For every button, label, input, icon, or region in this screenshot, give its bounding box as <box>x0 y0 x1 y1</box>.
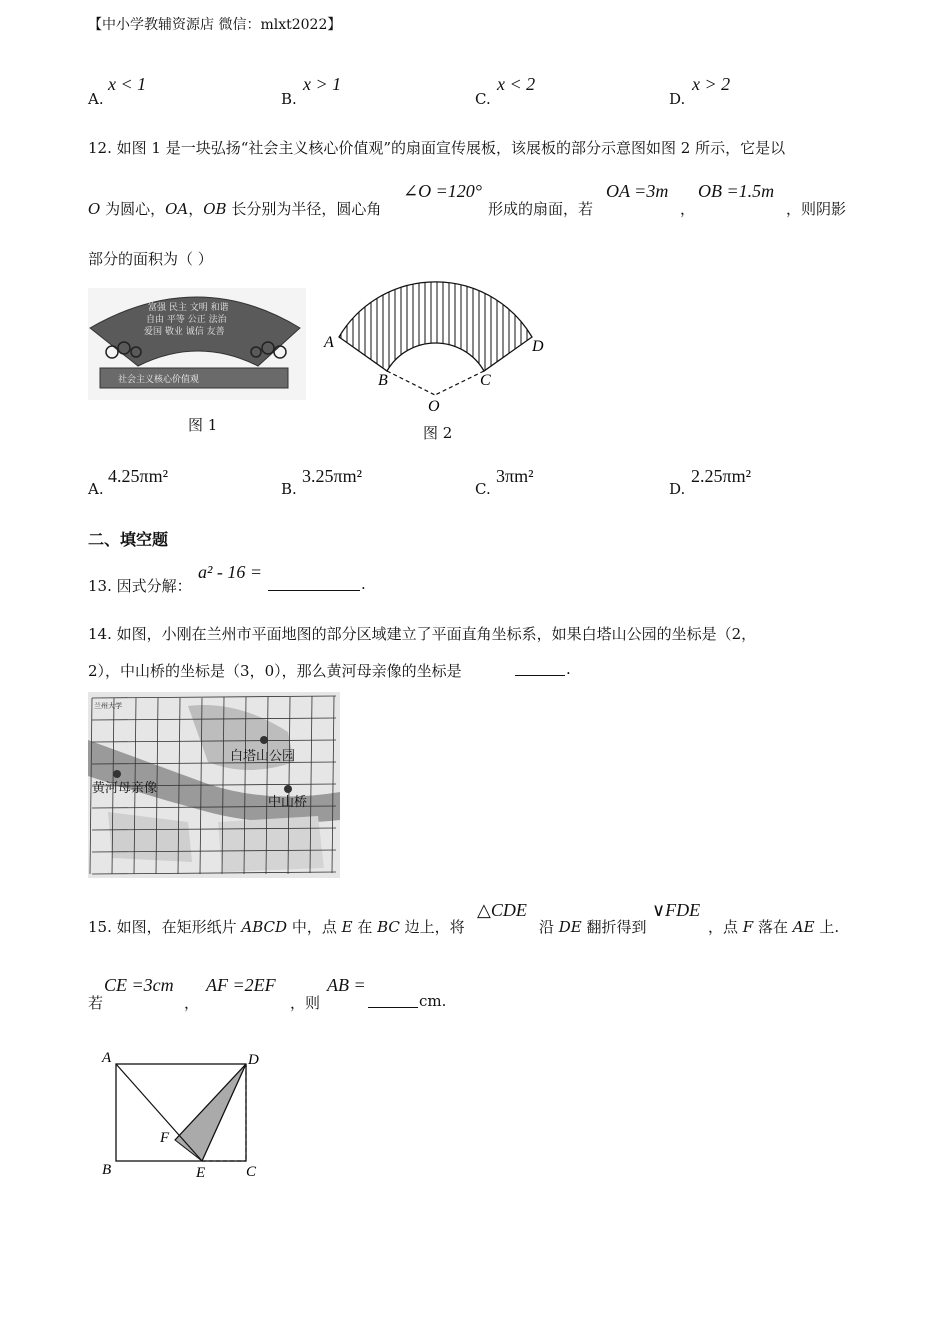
q12-ob: OB <box>203 200 227 218</box>
q15-label-e: E <box>196 1165 206 1181</box>
q12-fig2-caption: 图 2 <box>423 424 453 442</box>
q15-text: 沿 <box>539 918 559 936</box>
q15-ab-eq: AB = <box>327 975 366 995</box>
q15-bc: BC <box>377 918 400 936</box>
map-label-baita: 白塔山公园 <box>230 749 296 764</box>
q12-figure2 <box>320 275 555 425</box>
q14-line1: 14. 如图，小刚在兰州市平面地图的部分区域建立了平面直角坐标系，如果白塔山公园的坐标是（2， <box>88 625 757 643</box>
q12-line2 <box>88 198 381 219</box>
q12-option-a-letter: A. <box>88 480 104 498</box>
q15-text: 上. <box>814 918 840 936</box>
q11-option-b-letter: B. <box>281 90 297 108</box>
q15-tri-fde: ∨FDE <box>652 900 701 920</box>
board-line2: 自由 平等 公正 法治 <box>146 315 227 325</box>
q15-point-e: E <box>341 918 353 936</box>
q15-label-f: F <box>160 1130 170 1146</box>
q12-text: ， <box>188 200 204 218</box>
q12-option-c-expr: 3πm² <box>496 466 534 486</box>
q14-line2-end: . <box>566 660 571 678</box>
map-label-corner: 兰州大学 <box>94 702 122 710</box>
q12-line1: 12. 如图 1 是一块弘扬“社会主义核心价值观”的扇面宣传展板，该展板的部分示意图如图 2 所示，它是以 <box>88 139 786 157</box>
rectangle-fold-diagram <box>96 1046 276 1186</box>
fan-board-photo <box>88 288 306 400</box>
q15-then: ，则 <box>290 994 321 1012</box>
q15-text: 边上，将 <box>399 918 465 936</box>
header-text: 【中小学教辅资源店 微信：mlxt2022】 <box>88 17 342 33</box>
q11-option-c-letter: C. <box>475 90 491 108</box>
q15-label-d: D <box>248 1052 259 1068</box>
q12-option-c-letter: C. <box>475 480 491 498</box>
board-line1: 富强 民主 文明 和谐 <box>148 303 229 313</box>
q13-prefix: 13. 因式分解： <box>88 577 192 595</box>
q15-answer-blank[interactable] <box>368 993 418 1008</box>
q15-ce-eq: CE =3cm <box>104 975 174 995</box>
q12-option-b-expr: 3.25πm² <box>302 466 362 486</box>
q12-fig1-caption: 图 1 <box>188 416 218 434</box>
q12-oa: OA <box>165 200 189 218</box>
q15-text: 翻折得到 <box>581 918 647 936</box>
label-d: D <box>532 338 544 355</box>
q15-text: ，点 <box>708 918 743 936</box>
q11-option-d-expr: x > 2 <box>692 74 731 94</box>
q12-text-shadow: ，则阴影 <box>786 200 847 218</box>
q12-comma: ， <box>680 200 696 218</box>
board-line3: 爱国 敬业 诚信 友善 <box>144 327 225 337</box>
q15-label-c: C <box>246 1164 257 1180</box>
q15-text: 落在 <box>753 918 793 936</box>
q11-option-b-expr: x > 1 <box>303 74 342 94</box>
label-o: O <box>428 398 440 415</box>
q12-oa-eq: OA =3m <box>606 181 669 201</box>
q15-comma: ， <box>184 994 200 1012</box>
q11-option-c-expr: x < 2 <box>497 74 536 94</box>
q15-de: DE <box>558 918 582 936</box>
sector-diagram <box>320 275 555 425</box>
label-c: C <box>480 372 491 389</box>
q12-angle-expr: ∠O =120° <box>403 181 482 201</box>
q15-ae: AE <box>792 918 815 936</box>
q15-text: 在 <box>352 918 378 936</box>
q12-line3: 部分的面积为（ ） <box>88 250 213 268</box>
q15-figure <box>96 1046 276 1186</box>
label-b: B <box>378 372 388 389</box>
q15-tri-cde: △CDE <box>477 900 527 920</box>
q15-label-b: B <box>102 1162 112 1178</box>
q14-map <box>88 692 340 878</box>
map-label-zhongshan: 中山桥 <box>268 795 308 810</box>
section-title: 二、填空题 <box>88 530 169 549</box>
q11-option-a-expr: x < 1 <box>108 74 147 94</box>
q11-option-a-letter: A. <box>88 90 104 108</box>
q15-point-f: F <box>742 918 754 936</box>
board-base-text: 社会主义核心价值观 <box>118 375 200 385</box>
map-grid-svg <box>88 692 340 878</box>
q12-text: 为圆心， <box>100 200 166 218</box>
q15-if: 若 <box>88 994 104 1012</box>
q15-line1a <box>88 916 465 937</box>
q12-option-d-letter: D. <box>669 480 686 498</box>
q12-option-b-letter: B. <box>281 480 297 498</box>
q13-suffix: . <box>361 575 366 593</box>
q14-answer-blank[interactable] <box>515 661 565 676</box>
q13-answer-blank[interactable] <box>268 576 360 591</box>
q15-text: 15. 如图，在矩形纸片 <box>88 918 242 936</box>
q15-label-a: A <box>102 1050 112 1066</box>
q15-af-eq: AF =2EF <box>206 975 276 995</box>
q12-ob-eq: OB =1.5m <box>698 181 775 201</box>
q15-unit: cm. <box>419 992 447 1010</box>
map-label-huanghe: 黄河母亲像 <box>92 781 158 796</box>
q12-option-d-expr: 2.25πm² <box>691 466 751 486</box>
q15-line1c <box>708 916 839 937</box>
q12-figure1 <box>88 288 306 400</box>
q11-option-d-letter: D. <box>669 90 686 108</box>
q12-text: 长分别为半径，圆心角 <box>226 200 382 218</box>
label-a: A <box>324 334 334 351</box>
q12-text-form: 形成的扇面，若 <box>488 200 594 218</box>
q15-text: 中，点 <box>287 918 342 936</box>
q12-point-o: O <box>88 200 101 218</box>
q15-line1b <box>539 916 647 937</box>
q12-option-a-expr: 4.25πm² <box>108 466 168 486</box>
q13-expr: a² - 16 = <box>198 562 263 582</box>
q15-abcd: ABCD <box>241 918 288 936</box>
q14-line2-text: 2），中山桥的坐标是（3，0），那么黄河母亲像的坐标是 <box>88 662 462 680</box>
